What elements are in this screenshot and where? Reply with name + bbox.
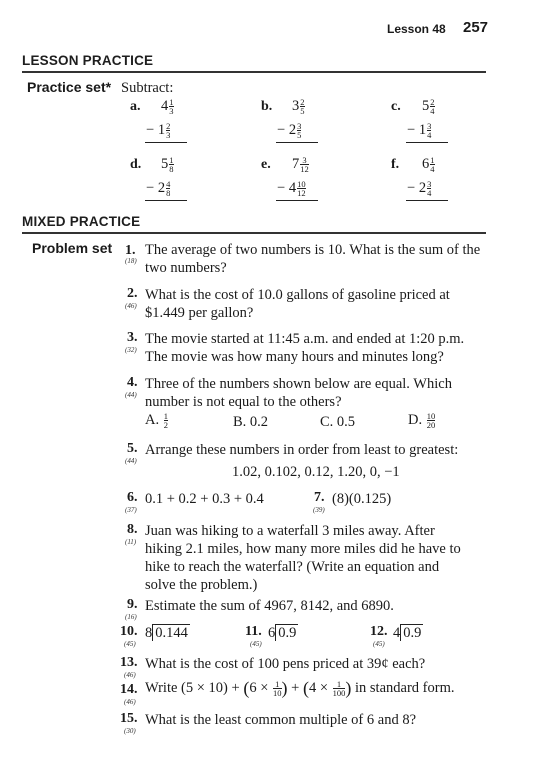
problem-number: 3. (127, 330, 138, 345)
problem-text: What is the cost of 10.0 gallons of gasoline priced at (145, 287, 450, 303)
choice-d: D. $\frac{10}{20}$ (408, 411, 436, 431)
page-number: 257 (463, 19, 489, 36)
problem-number: 9. (127, 597, 138, 612)
problem-text: Write (5 × 10) + (6 × $\frac{1}{10}$ ) + (4 × $\frac{1}{100}$ ) in standard form. (145, 678, 455, 699)
number-list: 1.02, 0.102, 0.12, 1.20, 0, −1 (232, 464, 400, 480)
answer-line (276, 142, 318, 143)
minuend: 6 $\frac{1}{4}$ (422, 155, 435, 175)
problem-text: number is not equal to the others? (145, 394, 342, 410)
problem-text: solve the problem.) (145, 577, 258, 593)
fraction: $\frac{1}{8}$ (169, 155, 174, 175)
choice-c: C. 0.5 (320, 414, 356, 430)
subtrahend: − 2 $\frac{3}{5}$ (277, 121, 302, 141)
fraction: $\frac{2}{3}$ (166, 121, 171, 141)
lesson-ref: (39) (313, 506, 325, 514)
subtrahend: − 1 $\frac{2}{3}$ (146, 121, 171, 141)
fraction: $\frac{3}{4}$ (427, 121, 432, 141)
mixed-practice-title: MIXED PRACTICE (22, 214, 141, 229)
answer-line (406, 200, 448, 201)
lesson-number: Lesson 48 (387, 22, 446, 36)
lesson-ref: (32) (125, 346, 137, 354)
problem-text: What is the cost of 100 pens priced at 39¢ each? (145, 656, 426, 672)
problem-text: Juan was hiking to a waterfall 3 miles away. After (145, 523, 435, 539)
problem-set-label: Problem set (32, 240, 113, 256)
choice-b: B. 0.2 (233, 414, 269, 430)
problem-number: 13. (120, 655, 138, 670)
problem-label: e. (261, 157, 271, 172)
problem-number: 4. (127, 375, 138, 390)
fraction: $\frac{3}{12}$ (300, 155, 309, 175)
lesson-ref: (37) (125, 506, 137, 514)
lesson-ref: (45) (250, 640, 262, 648)
problem-text: Three of the numbers shown below are equal. Which (145, 376, 452, 392)
subtrahend: − 2 $\frac{3}{4}$ (407, 179, 432, 199)
lesson-ref: (11) (125, 538, 137, 546)
long-division: 4 0.9 (393, 625, 422, 641)
fraction: $\frac{1}{10}$ (273, 679, 282, 699)
problem-text: $1.449 per gallon? (145, 305, 254, 321)
problem-text: (8)(0.125) (332, 491, 392, 507)
fraction: $\frac{1}{100}$ (332, 679, 346, 699)
lesson-ref: (46) (124, 698, 136, 706)
lesson-ref: (30) (124, 727, 136, 735)
minuend: 4 $\frac{1}{3}$ (161, 97, 174, 117)
section-rule (22, 232, 486, 234)
fraction: $\frac{10}{20}$ (426, 411, 436, 431)
lesson-ref: (44) (125, 391, 137, 399)
minuend: 5 $\frac{1}{8}$ (161, 155, 174, 175)
fraction: $\frac{10}{12}$ (297, 179, 306, 199)
problem-number: 11. (245, 624, 262, 639)
long-division: 8 0.144 (145, 625, 188, 641)
answer-line (145, 142, 187, 143)
fraction: $\frac{2}{4}$ (430, 97, 435, 117)
problem-text: Estimate the sum of 4967, 8142, and 6890. (145, 598, 394, 614)
problem-label: d. (130, 157, 142, 172)
problem-label: f. (391, 157, 400, 172)
problem-text: two numbers? (145, 260, 227, 276)
section-rule (22, 71, 486, 73)
problem-number: 15. (120, 711, 138, 726)
fraction: $\frac{1}{4}$ (430, 155, 435, 175)
lesson-practice-title: LESSON PRACTICE (22, 53, 154, 68)
answer-line (145, 200, 187, 201)
fraction: $\frac{3}{5}$ (297, 121, 302, 141)
problem-text: Arrange these numbers in order from least to greatest: (145, 442, 459, 458)
lesson-ref: (16) (125, 613, 137, 621)
fraction: $\frac{3}{4}$ (427, 179, 432, 199)
subtrahend: − 2 $\frac{4}{8}$ (146, 179, 171, 199)
fraction: $\frac{2}{5}$ (300, 97, 305, 117)
lesson-ref: (46) (125, 302, 137, 310)
answer-line (406, 142, 448, 143)
practice-instruction: Subtract: (121, 80, 174, 96)
problem-text: The average of two numbers is 10. What is the sum of the (145, 242, 481, 258)
problem-number: 14. (120, 682, 138, 697)
lesson-ref: (45) (124, 640, 136, 648)
problem-number: 10. (120, 624, 138, 639)
problem-text: What is the least common multiple of 6 and 8? (145, 712, 417, 728)
minuend: 3 $\frac{2}{5}$ (292, 97, 305, 117)
lesson-ref: (44) (125, 457, 137, 465)
problem-number: 2. (127, 286, 138, 301)
choice-a: A. $\frac{1}{2}$ (145, 411, 168, 431)
problem-number: 8. (127, 522, 138, 537)
minuend: 5 $\frac{2}{4}$ (422, 97, 435, 117)
problem-number: 6. (127, 490, 138, 505)
problem-text: 0.1 + 0.2 + 0.3 + 0.4 (145, 491, 264, 507)
lesson-ref: (45) (373, 640, 385, 648)
problem-text: The movie was how many hours and minutes long? (145, 349, 444, 365)
fraction: $\frac{1}{2}$ (163, 411, 168, 431)
lesson-ref: (18) (125, 257, 137, 265)
practice-set-label: Practice set* (27, 79, 112, 95)
answer-line (276, 200, 318, 201)
lesson-ref: (46) (124, 671, 136, 679)
problem-number: 7. (314, 490, 325, 505)
problem-number: 12. (370, 624, 388, 639)
fraction: $\frac{4}{8}$ (166, 179, 171, 199)
problem-label: b. (261, 99, 273, 114)
problem-text: hiking 2.1 miles, how many more miles did he have to (145, 541, 461, 557)
problem-number: 5. (127, 441, 138, 456)
problem-label: a. (130, 99, 141, 114)
subtrahend: − 4 $\frac{10}{12}$ (277, 179, 306, 199)
problem-text: hike to reach the waterfall? (Write an equation and (145, 559, 440, 575)
problem-label: c. (391, 99, 401, 114)
minuend: 7 $\frac{3}{12}$ (292, 155, 309, 175)
problem-text: The movie started at 11:45 a.m. and ended at 1:20 p.m. (145, 331, 465, 347)
long-division: 6 0.9 (268, 625, 297, 641)
problem-number: 1. (125, 243, 136, 258)
subtrahend: − 1 $\frac{3}{4}$ (407, 121, 432, 141)
fraction: $\frac{1}{3}$ (169, 97, 174, 117)
